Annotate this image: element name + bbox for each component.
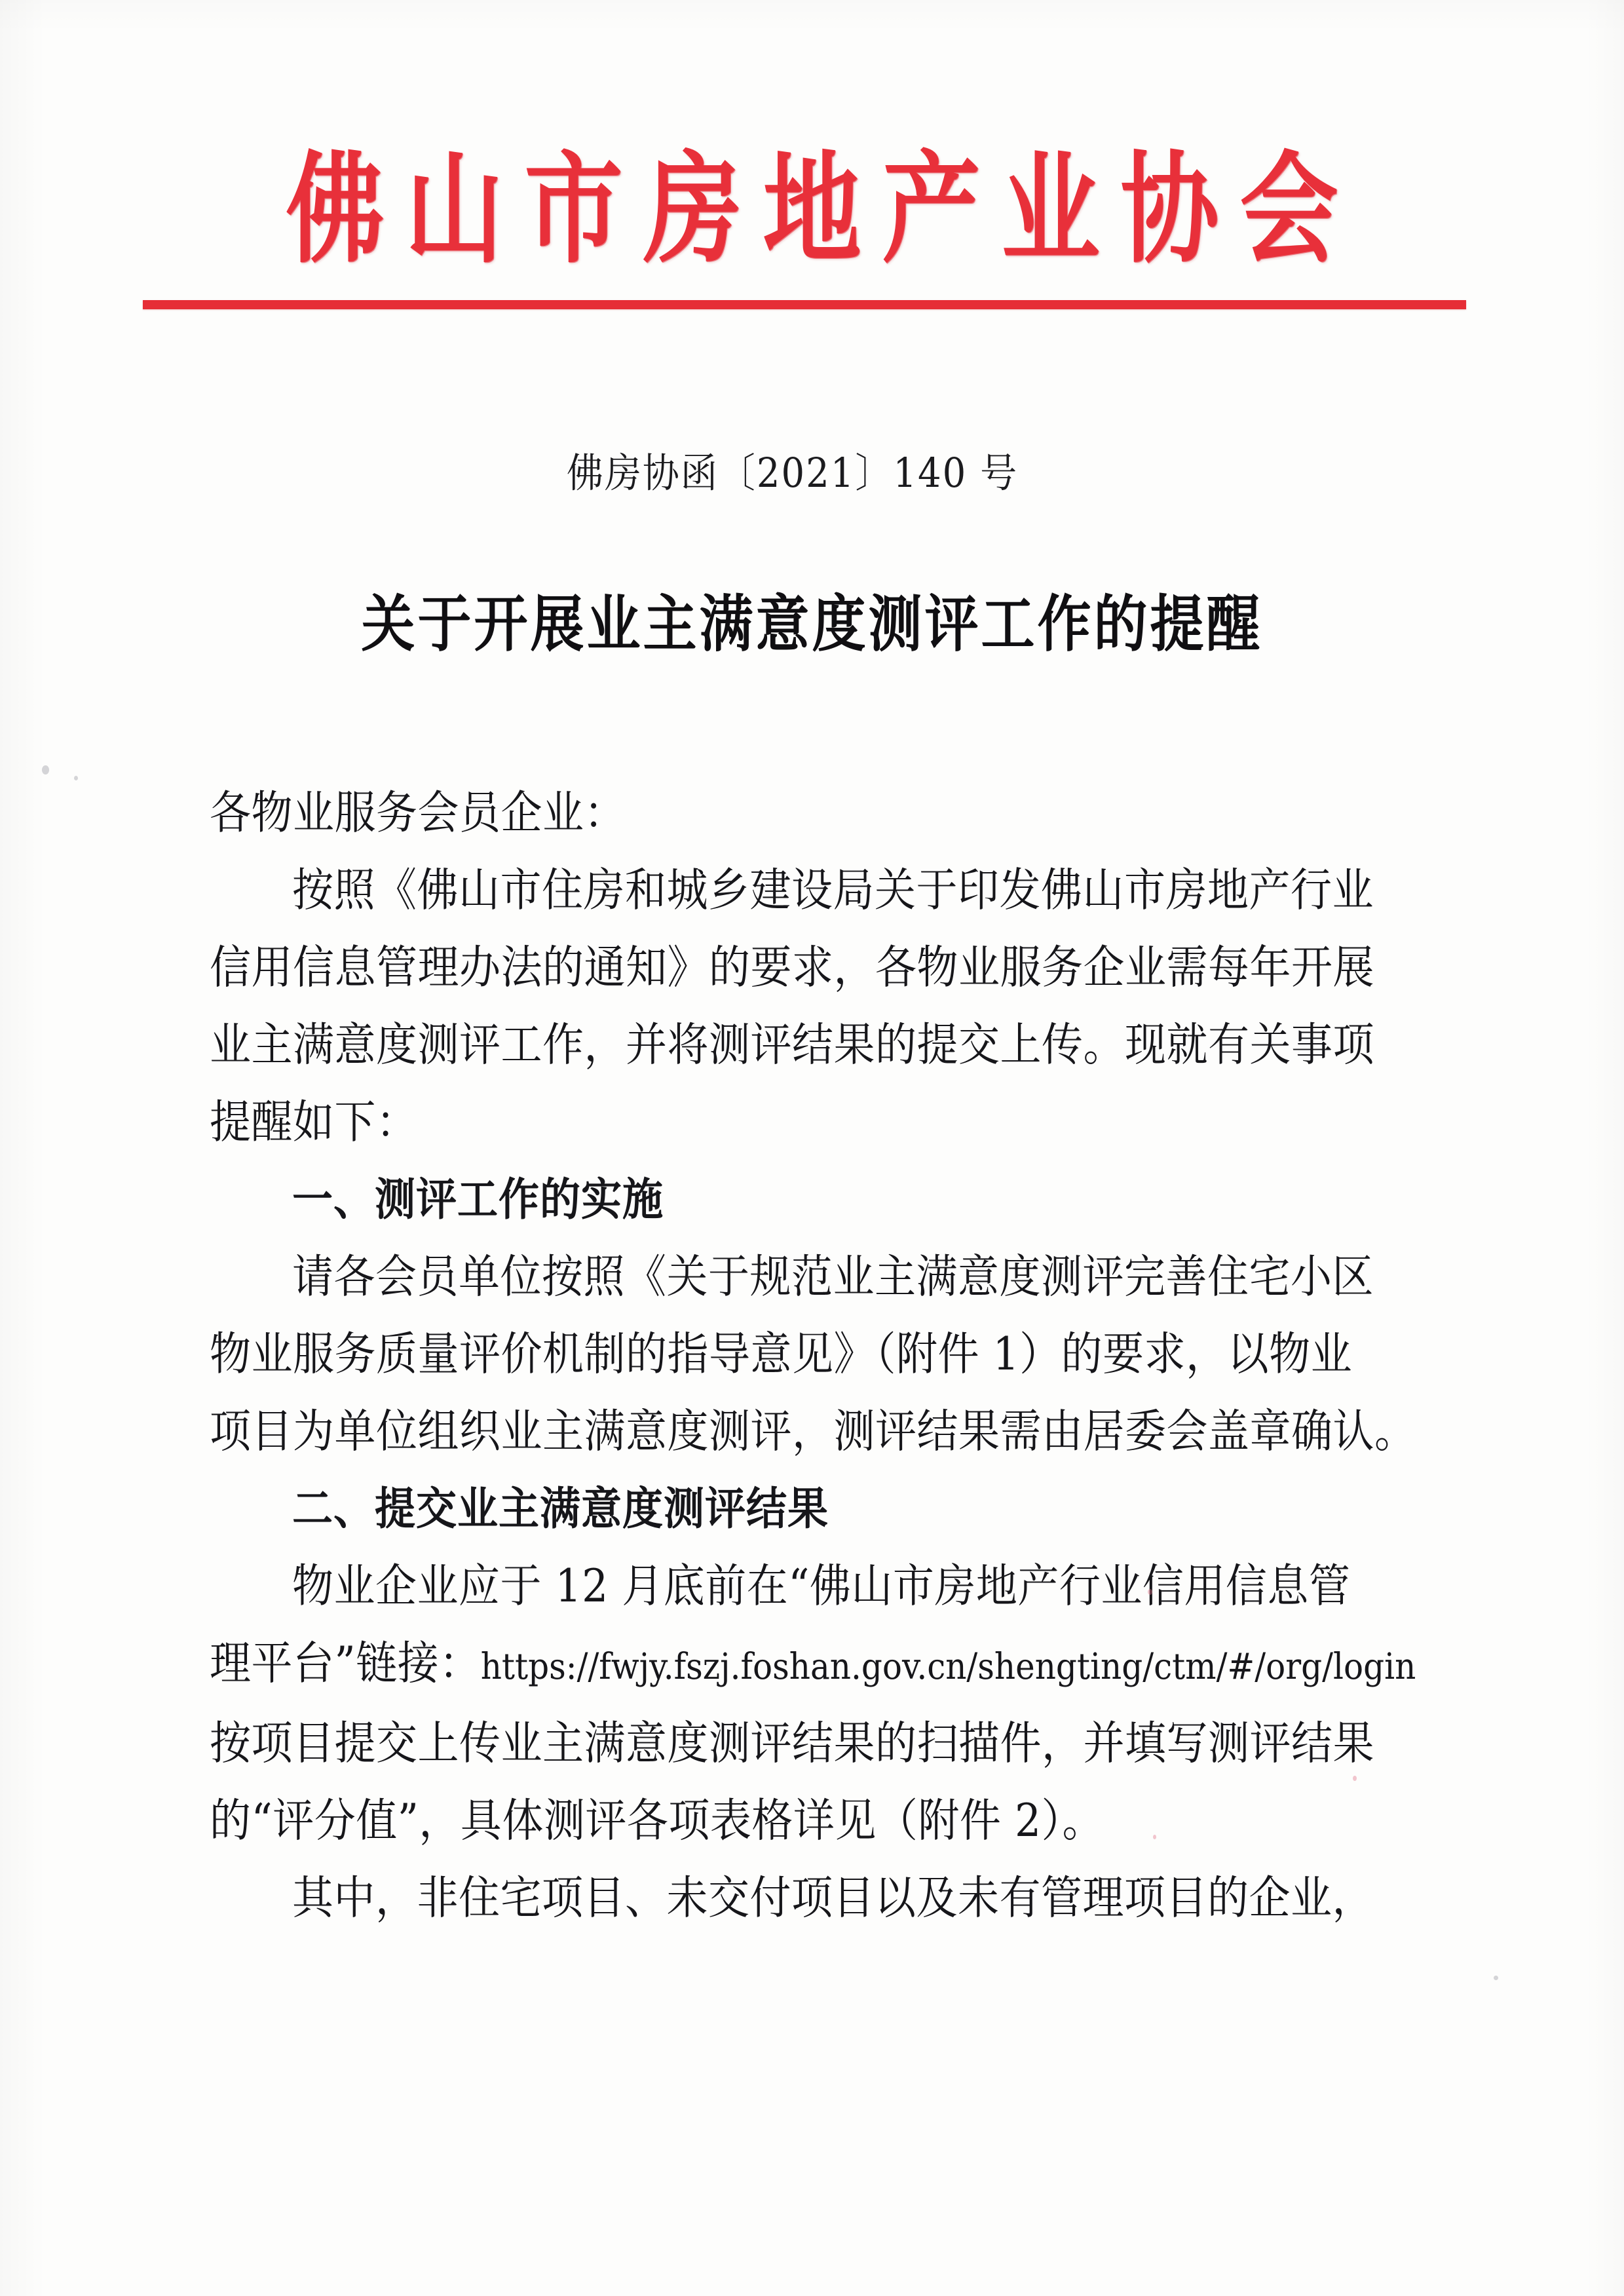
letterhead-organization-name: 佛山市房地产业协会 [286, 139, 1359, 280]
letterhead [0, 139, 1624, 280]
section-1-line-2: 物业服务质量评价机制的指导意见》（附件 1）的要求，以物业 [210, 1328, 1353, 1381]
paragraph-1-line-1: 按照《佛山市住房和城乡建设局关于印发佛山市房地产行业 [292, 864, 1374, 917]
paragraph-1-line-4: 提醒如下： [210, 1096, 418, 1149]
section-1-line-1: 请各会员单位按照《关于规范业主满意度测评完善住宅小区 [292, 1250, 1374, 1303]
section-2-url-line [210, 1621, 1436, 1709]
platform-link-label: 理平台”链接： [210, 1637, 481, 1690]
salutation: 各物业服务会员企业： [210, 786, 626, 839]
section-2-line-5: 其中，非住宅项目、未交付项目以及未有管理项目的企业， [292, 1871, 1374, 1924]
section-1-line-3: 项目为单位组织业主满意度测评，测评结果需由居委会盖章确认。 [210, 1405, 1416, 1458]
page-title: 关于开展业主满意度测评工作的提醒 [361, 589, 1263, 660]
letterhead-red-rule [143, 300, 1466, 309]
paragraph-1-line-2: 信用信息管理办法的通知》的要求，各物业服务企业需每年开展 [210, 941, 1374, 994]
scan-speck [1494, 1976, 1498, 1980]
document-body [210, 771, 1436, 1933]
section-2-line-3: 按项目提交上传业主满意度测评结果的扫描件，并填写测评结果 [210, 1717, 1374, 1770]
section-2-line-4: 的“评分值”，具体测评各项表格详见（附件 2）。 [210, 1794, 1105, 1847]
paragraph-1-line-3: 业主满意度测评工作，并将测评结果的提交上传。现就有关事项 [210, 1018, 1374, 1071]
scan-speck [42, 765, 49, 775]
section-1-heading: 一、测评工作的实施 [292, 1173, 664, 1226]
section-2-heading: 二、提交业主满意度测评结果 [292, 1482, 829, 1535]
scan-speck [74, 776, 78, 780]
document-number: 佛房协函〔2021〕140 号 [566, 450, 1019, 497]
platform-url[interactable]: https://fwjy.fszj.foshan.gov.cn/shengting/ctm/#/org/login [480, 1645, 1416, 1688]
section-2-line-1: 物业企业应于 12 月底前在“佛山市房地产行业信用信息管 [292, 1559, 1351, 1613]
